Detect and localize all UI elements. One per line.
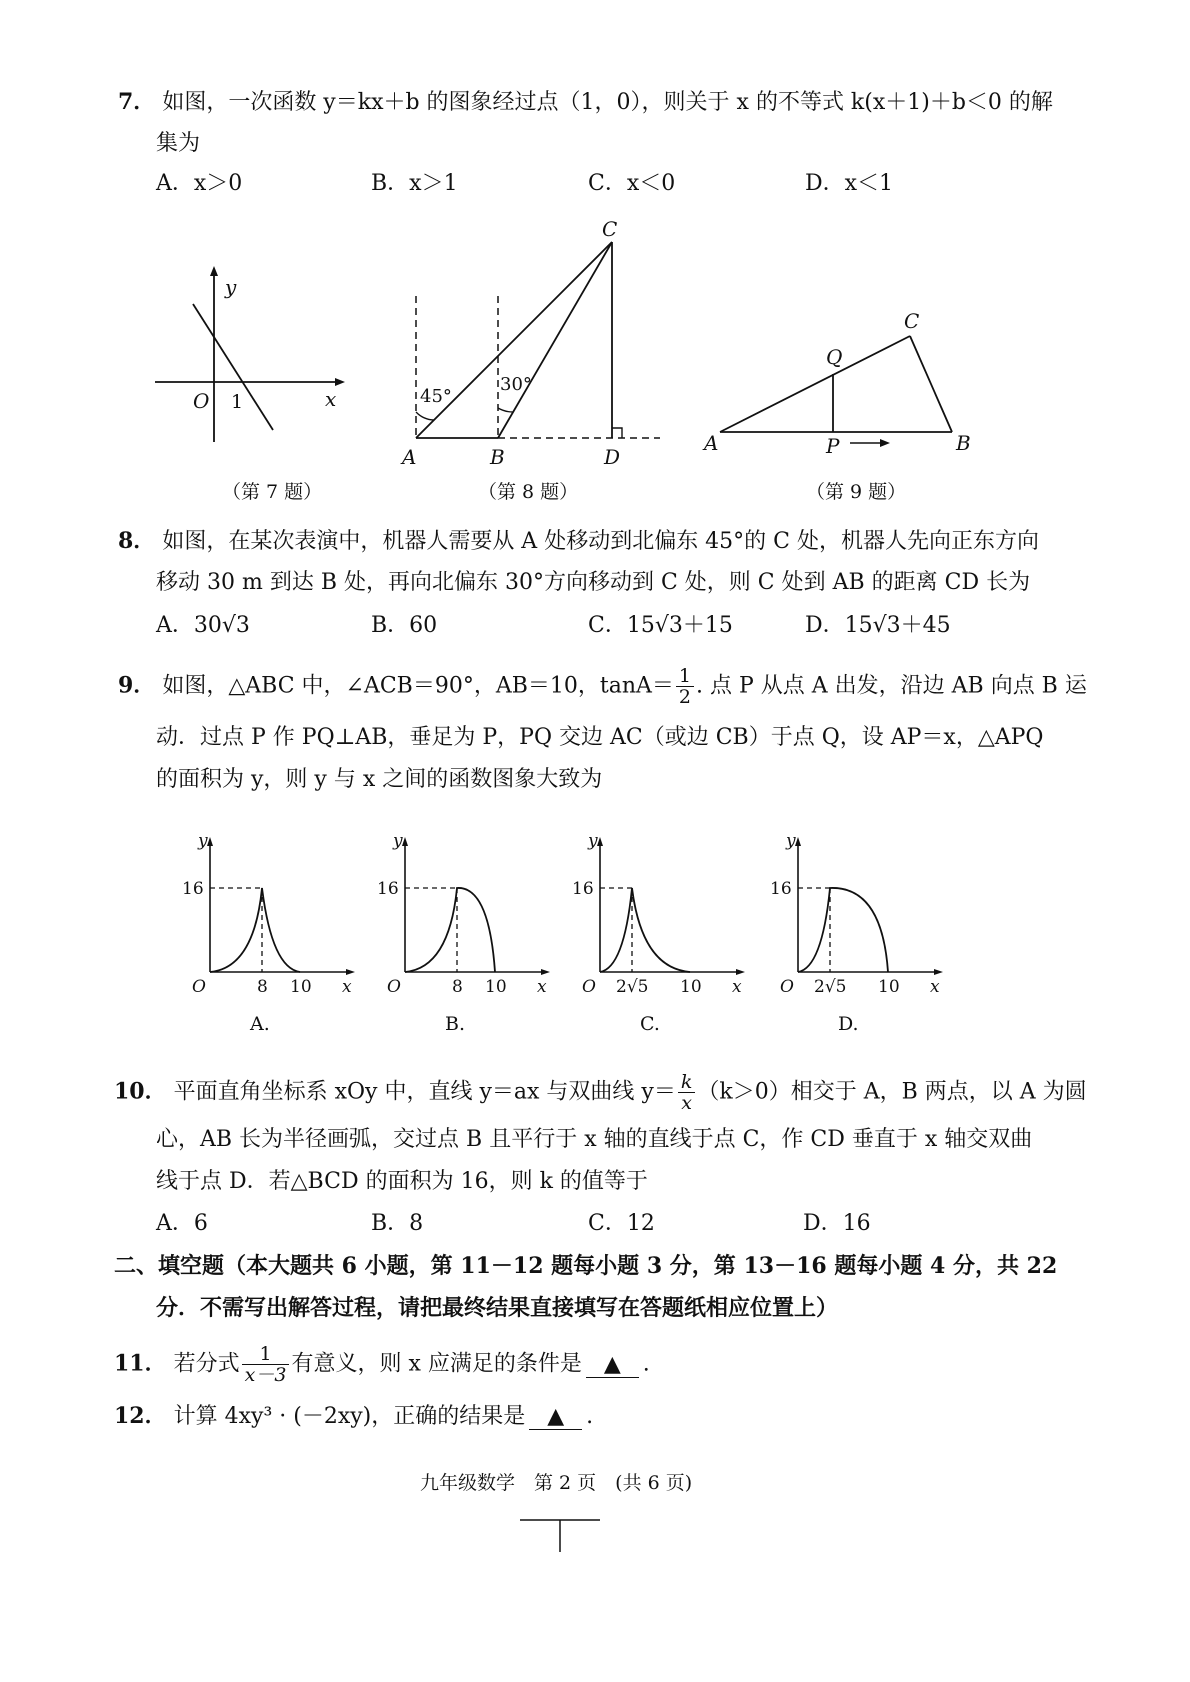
function-curve (600, 888, 690, 972)
fig7-y-arrow-icon (210, 266, 218, 276)
question-9-number: 9． (118, 672, 156, 699)
origin-label: O (192, 977, 206, 997)
fig8-label-a: A (402, 445, 417, 469)
question-11 (114, 1344, 650, 1385)
question-12-number: 12． (114, 1403, 167, 1429)
fig7-x-label: x (325, 387, 337, 411)
q11-fraction-denominator: x－3 (244, 1364, 287, 1386)
fig8-right-angle-mark (612, 428, 622, 438)
question-8-number: 8． (118, 528, 156, 554)
end-x-label: 10 (680, 977, 702, 997)
graph-option-label: D. (838, 1013, 859, 1035)
fig9-label-q: Q (826, 345, 843, 369)
question-7-line-1 (118, 86, 1053, 119)
fig8-label-d: D (604, 445, 621, 469)
question-9-text-a: 如图，△ABC 中，∠ACB＝90°，AB＝10，tanA＝ (162, 673, 674, 699)
question-11-number: 11． (114, 1350, 167, 1377)
figure-9-caption: （第 9 题） (806, 481, 907, 503)
q10-fraction (678, 1072, 696, 1113)
q9-graph-b (375, 830, 555, 1035)
q10-option-a: A．6 (156, 1211, 208, 1236)
q12-answer-blank[interactable]: ▲ (529, 1405, 582, 1430)
fig8-label-b: B (490, 445, 505, 469)
question-7-number: 7． (118, 89, 156, 115)
fig9-segment-cb (910, 336, 952, 432)
origin-label: O (387, 977, 401, 997)
fig9-segment-ac (720, 336, 910, 432)
question-11-end: . (642, 1351, 650, 1377)
y-axis-label: y (198, 831, 208, 851)
x-axis-label: x (537, 977, 547, 997)
binding-mark (520, 1512, 600, 1552)
question-12 (114, 1400, 593, 1433)
figure-9 (700, 310, 980, 470)
y-value-label: 16 (182, 879, 204, 899)
graph-option-label: A. (250, 1013, 270, 1035)
question-11-text-b: 有意义，则 x 应满足的条件是 (291, 1351, 582, 1377)
x-axis-arrow-icon (541, 969, 550, 975)
q7-option-c: C．x＜0 (588, 171, 676, 196)
end-x-label: 10 (290, 977, 312, 997)
y-value-label: 16 (377, 879, 399, 899)
fig7-x-arrow-icon (335, 378, 345, 386)
question-7-text: 如图，一次函数 y＝kx＋b 的图象经过点（1，0），则关于 x 的不等式 k(x＋1)＋b＜0 的解 (162, 90, 1053, 115)
question-12-end: . (586, 1404, 594, 1429)
section-2-heading-line-1: 二、填空题（本大题共 6 小题，第 11－12 题每小题 3 分，第 13－16 题每小题 4 分，共 22 (114, 1253, 1058, 1279)
fig8-segment-ac (416, 242, 612, 438)
y-axis-arrow-icon (597, 837, 603, 846)
q9-graph-c (570, 830, 750, 1035)
section-2-heading-line-2: 分．不需写出解答过程，请把最终结果直接填写在答题纸相应位置上） (156, 1295, 839, 1321)
y-axis-arrow-icon (402, 837, 408, 846)
y-axis-label: y (786, 831, 796, 851)
q8-option-d: D．15√3＋45 (805, 613, 951, 638)
q9-fraction-numerator: 1 (676, 666, 694, 687)
figure-7 (145, 262, 345, 452)
question-8-line-2: 移动 30 m 到达 B 处，再向北偏东 30°方向移动到 C 处，则 C 处到 AB 的距离 CD 长为 (156, 570, 1031, 595)
q9-fraction (676, 666, 694, 707)
fig8-angle-45-label: 45° (420, 386, 452, 407)
x-axis-label: x (342, 977, 352, 997)
question-12-text: 计算 4xy³ · (－2xy)，正确的结果是 (173, 1404, 526, 1429)
fig7-origin-label: O (193, 389, 210, 413)
q8-option-c: C．15√3＋15 (588, 613, 733, 638)
question-8-line-1 (118, 525, 1039, 558)
fig8-angle-arc-45 (416, 412, 434, 420)
question-9-line-1 (118, 666, 1087, 707)
x-axis-arrow-icon (736, 969, 745, 975)
question-10-line-3: 线于点 D．若△BCD 的面积为 16，则 k 的值等于 (156, 1169, 648, 1194)
x-axis-arrow-icon (346, 969, 355, 975)
q7-option-a: A．x＞0 (156, 171, 243, 196)
fig9-label-a: A (704, 431, 719, 455)
question-8-text: 如图，在某次表演中，机器人需要从 A 处移动到北偏东 45°的 C 处，机器人先向正东方向 (162, 529, 1039, 554)
page-footer: 九年级数学 第 2 页 (共 6 页) (420, 1472, 693, 1494)
question-10-number: 10． (114, 1078, 167, 1105)
fig8-angle-arc-30 (498, 408, 513, 412)
figure-8 (392, 218, 682, 468)
end-x-label: 10 (485, 977, 507, 997)
question-10-text-a: 平面直角坐标系 xOy 中，直线 y＝ax 与双曲线 y＝ (173, 1079, 676, 1105)
x-axis-arrow-icon (934, 969, 943, 975)
fig8-angle-30-label: 30° (500, 374, 532, 395)
question-7-line-2: 集为 (156, 131, 201, 156)
q10-option-b: B．8 (371, 1211, 424, 1236)
q7-option-b: B．x＞1 (371, 171, 458, 196)
q8-option-b: B．60 (371, 613, 438, 638)
q10-option-c: C．12 (588, 1211, 655, 1236)
question-10-line-1 (114, 1072, 1087, 1113)
fig9-label-c: C (904, 309, 920, 333)
figure-7-caption: （第 7 题） (222, 481, 323, 503)
y-value-label: 16 (770, 879, 792, 899)
fig7-one-label: 1 (231, 391, 244, 413)
question-9-line-2: 动．过点 P 作 PQ⊥AB，垂足为 P，PQ 交边 AC（或边 CB）于点 Q，设 AP＝x，△APQ (156, 725, 1044, 750)
q9-graph-a (180, 830, 360, 1035)
figure-8-caption: （第 8 题） (478, 481, 579, 503)
q8-option-a: A．30√3 (156, 613, 250, 638)
q11-fraction-numerator: 1 (242, 1344, 290, 1365)
peak-x-label: 8 (257, 977, 268, 997)
question-10-text-b: （k＞0）相交于 A，B 两点，以 A 为圆 (697, 1079, 1087, 1105)
function-curve (210, 888, 300, 972)
peak-x-label: 2√5 (814, 977, 847, 997)
q10-fraction-numerator: k (678, 1072, 696, 1093)
x-axis-label: x (732, 977, 742, 997)
fig8-label-c: C (602, 217, 618, 241)
q11-fraction (242, 1344, 290, 1385)
fig9-label-b: B (956, 431, 971, 455)
y-axis-label: y (393, 831, 403, 851)
question-9-text-b: . 点 P 从点 A 出发，沿边 AB 向点 B 运 (696, 673, 1087, 699)
graph-option-label: C. (640, 1013, 660, 1035)
question-11-text-a: 若分式 (173, 1351, 240, 1377)
origin-label: O (582, 977, 596, 997)
end-x-label: 10 (878, 977, 900, 997)
q9-fraction-denominator: 2 (678, 686, 691, 708)
graph-option-label: B. (445, 1013, 466, 1035)
question-10-line-2: 心，AB 长为半径画弧，交过点 B 且平行于 x 轴的直线于点 C，作 CD 垂直于 x 轴交双曲 (156, 1127, 1033, 1152)
x-axis-label: x (930, 977, 940, 997)
q10-fraction-denominator: x (681, 1092, 692, 1114)
function-curve (405, 888, 495, 972)
fig7-y-label: y (225, 275, 237, 299)
function-curve (798, 888, 888, 972)
y-axis-label: y (588, 831, 598, 851)
question-9-line-3: 的面积为 y，则 y 与 x 之间的函数图象大致为 (156, 767, 603, 792)
y-axis-arrow-icon (795, 837, 801, 846)
fig9-label-p: P (826, 434, 840, 458)
q10-option-d: D．16 (803, 1211, 871, 1236)
q9-graph-d (768, 830, 948, 1035)
y-axis-arrow-icon (207, 837, 213, 846)
peak-x-label: 2√5 (616, 977, 649, 997)
fig9-motion-arrow-icon (880, 439, 890, 447)
peak-x-label: 8 (452, 977, 463, 997)
y-value-label: 16 (572, 879, 594, 899)
q11-answer-blank[interactable]: ▲ (586, 1353, 639, 1378)
q7-option-d: D．x＜1 (805, 171, 894, 196)
origin-label: O (780, 977, 794, 997)
